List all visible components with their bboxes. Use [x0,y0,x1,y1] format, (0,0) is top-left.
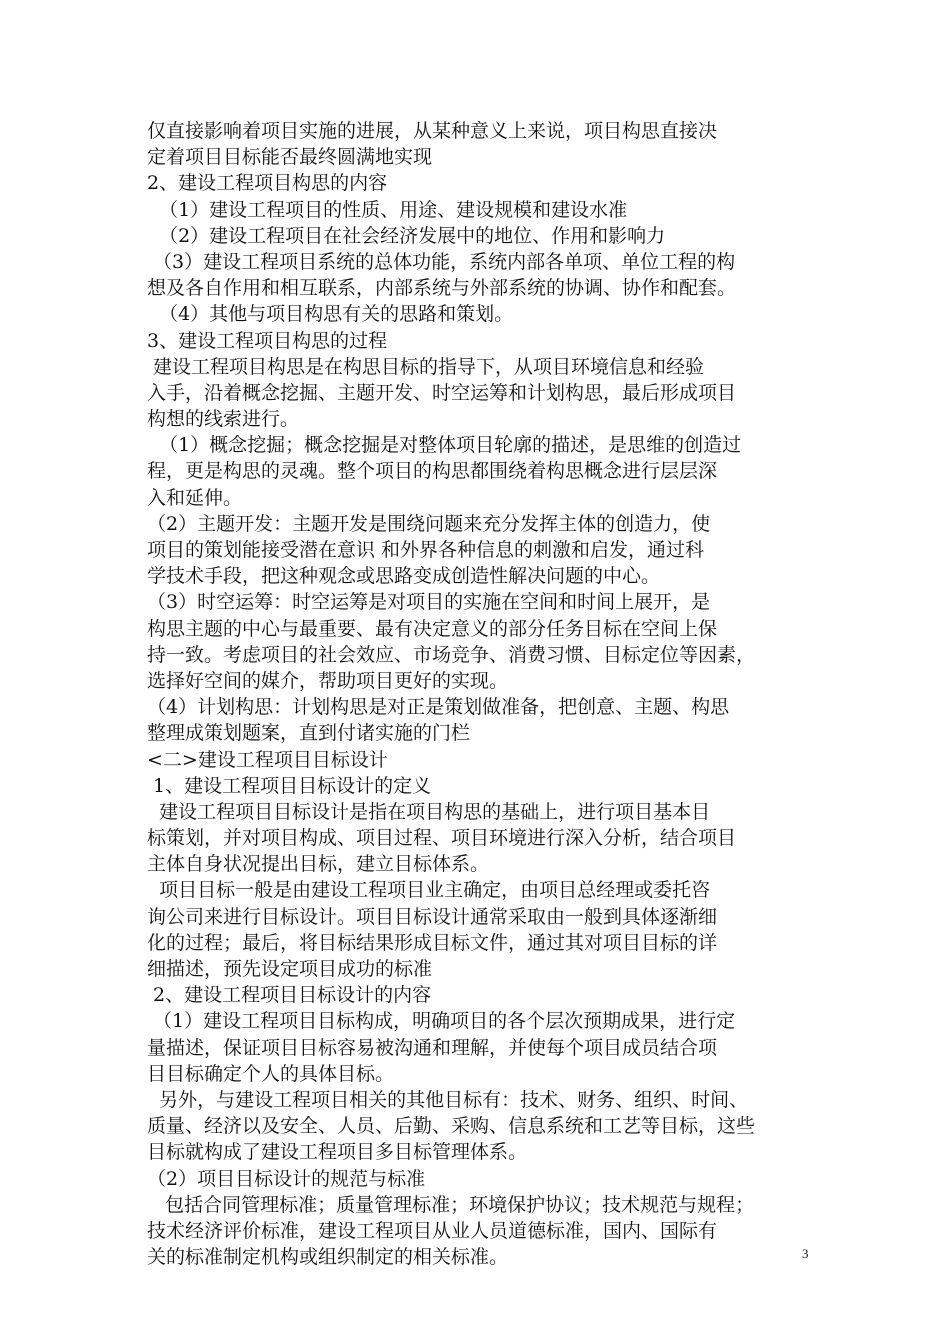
text-line: 另外，与建设工程项目相关的其他目标有：技术、财务、组织、时间、 [147,1088,749,1111]
text-line: 目标就构成了建设工程项目多目标管理体系。 [147,1141,528,1164]
text-line: 整理成策划题案，直到付诸实施的门栏 [147,722,471,745]
text-line: 项目的策划能接受潜在意识 和外界各种信息的刺激和启发，通过科 [147,539,705,561]
text-line: 主体自身状况提出目标，建立目标体系。 [147,853,490,876]
text-line: 学技术手段，把这种观念或思路变成创造性解决问题的中心。 [147,565,661,588]
section-heading: 2、建设工程项目构思的内容 [147,172,388,195]
list-item: （3）时空运筹：时空运筹是对项目的实施在空间和时间上展开，是 [147,591,711,614]
text-line: 建设工程项目构思是在构思目标的指导下，从项目环境信息和经验 [147,355,705,378]
text-line: 技术经济评价标准，建设工程项目从业人员道德标准，国内、国际有 [147,1219,718,1242]
document-body [147,118,827,1270]
list-item: （2）主题开发：主题开发是围绕问题来充分发挥主体的创造力，使 [147,512,711,535]
text-line: 化的过程；最后，将目标结果形成目标文件，通过其对项目目标的详 [147,931,718,954]
list-item: （2）建设工程项目在社会经济发展中的地位、作用和影响力 [147,224,666,247]
text-line: 询公司来进行目标设计。项目目标设计通常采取由一般到具体逐渐细 [147,905,718,928]
section-heading: 2、建设工程项目目标设计的内容 [147,984,432,1007]
text-line: 入和延伸。 [147,486,243,509]
text-line: 目目标确定个人的具体目标。 [147,1062,395,1085]
text-line: 量描述，保证项目目标容易被沟通和理解，并使每个项目成员结合项 [147,1036,718,1059]
text-line: 仅直接影响着项目实施的进展，从某种意义上来说，项目构思直接决 [147,120,718,142]
section-heading: 3、建设工程项目构思的过程 [147,329,388,352]
text-line: 项目目标一般是由建设工程项目业主确定，由项目总经理或委托咨 [147,879,711,902]
text-line: 选择好空间的媒介，帮助项目更好的实现。 [147,669,509,692]
list-item: （1）建设工程项目的性质、用途、建设规模和建设水准 [147,198,628,221]
list-item: （3）建设工程项目系统的总体功能，系统内部各单项、单位工程的构 [147,250,736,273]
text-line: 程，更是构思的灵魂。整个项目的构思都围绕着构思概念进行层层深 [147,460,718,483]
list-item: （1）建设工程项目目标构成，明确项目的各个层次预期成果，进行定 [147,1010,736,1033]
text-line: 持一致。考虑项目的社会效应、市场竞争、消费习惯、目标定位等因素， [147,643,756,666]
text-line: 包括合同管理标准；质量管理标准；环境保护协议；技术规范与规程； [147,1193,755,1216]
text-line: 入手，沿着概念挖掘、主题开发、时空运筹和计划构思，最后形成项目 [147,381,737,404]
list-item: （4）计划构思：计划构思是对正是策划做准备，把创意、主题、构思 [147,696,730,719]
text-line: 想及各自作用和相互联系，内部系统与外部系统的协调、协作和配套。 [147,277,737,300]
list-item: （1）概念挖掘；概念挖掘是对整体项目轮廓的描述，是思维的创造过 [147,434,742,457]
text-line: 细描述，预先设定项目成功的标准 [147,958,433,980]
list-item: （2）项目目标设计的规范与标准 [147,1167,426,1190]
section-heading: <二>建设工程项目目标设计 [147,748,388,771]
text-line: 标策划，并对项目构成、项目过程、项目环境进行深入分析，结合项目 [147,827,737,850]
text-line: 建设工程项目目标设计是指在项目构思的基础上，进行项目基本目 [147,800,711,823]
text-line: 关的标准制定机构或组织制定的相关标准。 [147,1246,509,1269]
text-line: 质量、经济以及安全、人员、后勤、采购、信息系统和工艺等目标，这些 [147,1115,756,1138]
list-item: （4）其他与项目构思有关的思路和策划。 [147,303,514,326]
page-number: 3 [802,1246,809,1261]
section-heading: 1、建设工程项目目标设计的定义 [147,774,432,797]
text-line: 构想的线索进行。 [147,408,300,431]
text-line: 构思主题的中心与最重要、最有决定意义的部分任务目标在空间上保 [147,617,718,640]
text-line: 定着项目目标能否最终圆满地实现 [147,146,433,169]
